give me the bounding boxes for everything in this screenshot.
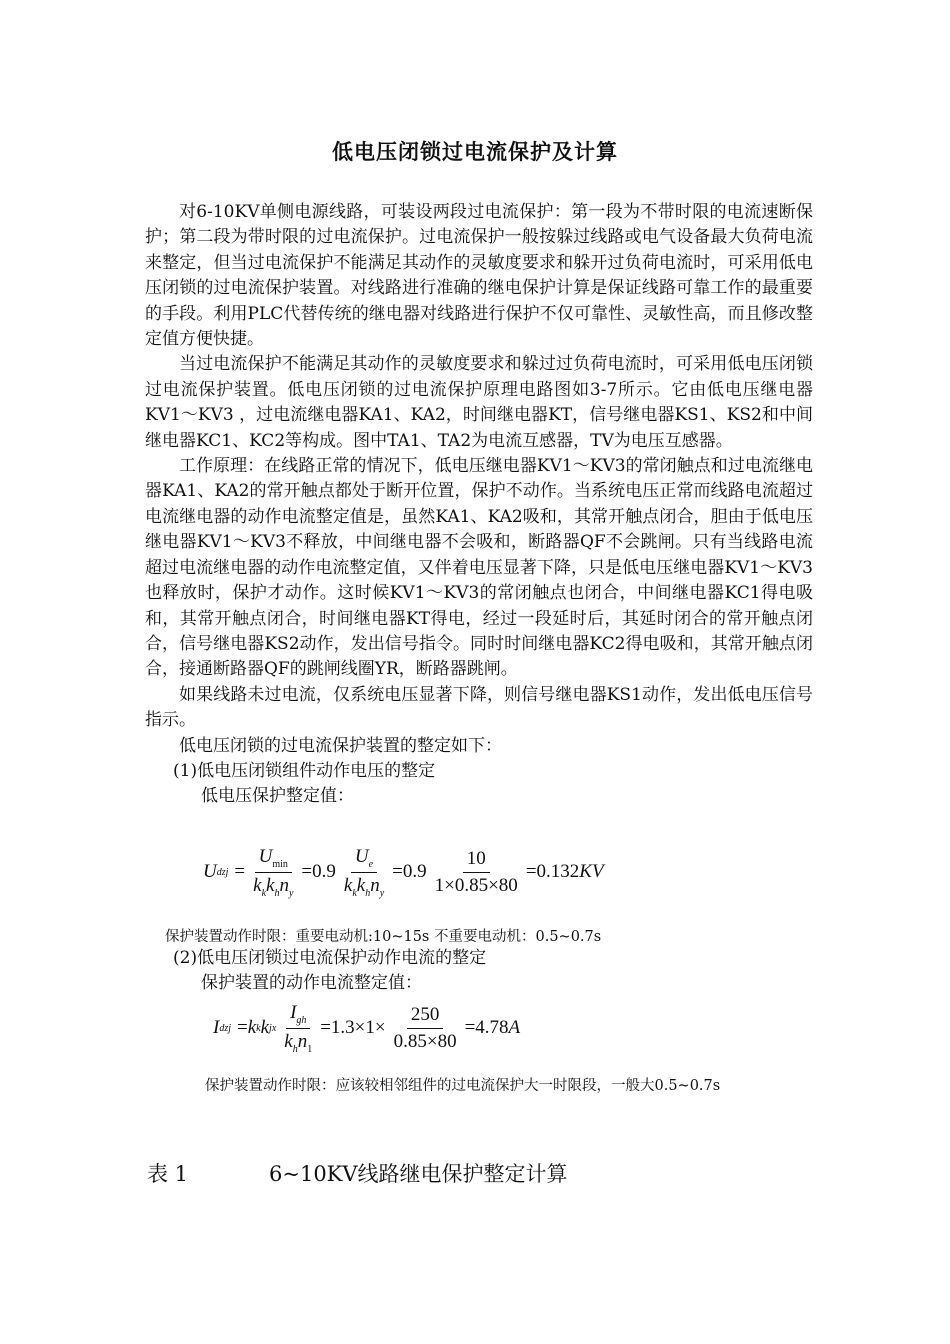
formula1-eq: = (234, 861, 246, 883)
formula1-f3-den: 1×0.85×80 (434, 874, 518, 896)
formula2-k2: k (260, 1017, 270, 1039)
formula2-f1-den-k-sub: h (292, 1043, 298, 1055)
formula2-unit: A (508, 1017, 521, 1039)
formula1-f1-num-sub: min (272, 858, 288, 870)
document-title: 低电压闭锁过电流保护及计算 (332, 139, 618, 164)
section2-heading: (2)低电压闭锁过电流保护动作电流的整定 (173, 948, 487, 968)
table-caption (147, 1158, 568, 1188)
note-time-limit-current: 保护装置动作时限：应该较相邻组件的过电流保护大一时限段，一般大0.5~0.7s (205, 1078, 721, 1094)
formula2-f1-num-sub: gh (296, 1014, 307, 1026)
formula1-f2-den-n: n (370, 874, 380, 896)
formula1-coef1: =0.9 (301, 861, 336, 883)
note-time-limit-voltage: 保护装置动作时限：重要电动机:10~15s 不重要电动机：0.5~0.7s (165, 929, 602, 945)
formula1-fraction1 (249, 846, 297, 899)
paragraph-device: 当过电流保护不能满足其动作的灵敏度要求和躲过过负荷电流时，可采用低电压闭锁过电流保护装置。低电压闭锁的过电流保护原理电路图如3-7所示。它由低电压继电器KV1～KV3 ，过电流继电器KA1、KA2，时间继电器KT，信号继电器KS1、KS2和中间继电器KC1、KC2等构成。图中TA1、TA2为电流互感器，TV为电压互感器。 (145, 354, 813, 451)
formula2-fraction1 (280, 1002, 316, 1055)
paragraph-setting-intro: 低电压闭锁的过电流保护装置的整定如下： (179, 735, 502, 756)
formula1-f1-den-k2: k (266, 874, 275, 896)
formula1-fraction2 (340, 846, 388, 899)
formula1-f1-den-k: k (253, 874, 262, 896)
paragraph-principle: 工作原理：在线路正常的情况下，低电压继电器KV1～KV3的常闭触点和过电流继电器KA1、KA2的常开触点都处于断开位置，保护不动作。当系统电压正常而线路电流超过电流继电器的动作电流整定值是，虽然KA1、KA2吸和，其常开触点闭合，胆由于低电压继电器KV1～KV3不释放，中间继电器不会吸和，断路器QF不会跳闸。只有当线路电流超过电流继电器的动作电流整定值，又伴着电压显著下降，只是低电压继电器KV1～KV3也释放时，保护才动作。这时候KV1～KV3的常闭触点也闭合，中间继电器KC1得电吸和，其常开触点闭合，时间继电器KT得电，经过一段延时后，其延时闭合的常开触点闭合，信号继电器KS2动作，发出信号指令。同时时间继电器KC2得电吸和，其常开触点闭合，接通断路器QF的跳闸线圈YR，断路器跳闸。 (145, 456, 813, 680)
table-caption-label: 表 1 (147, 1162, 189, 1186)
formula1-unit: KV (579, 861, 604, 883)
formula1-f1-den-n: n (279, 874, 289, 896)
formula1-f1-den-k-sub: k (261, 887, 267, 899)
formula1-coef2: =0.9 (392, 861, 427, 883)
formula-voltage-setting (203, 846, 604, 899)
formula2-k1-sub: k (256, 1022, 261, 1034)
formula2-result: =4.78 (464, 1017, 509, 1039)
formula1-f1-den-k2-sub: h (274, 887, 280, 899)
section1-label: 低电压保护整定值： (201, 786, 354, 807)
table-caption-text: 6~10KV线路继电保护整定计算 (269, 1162, 568, 1186)
formula2-eq: = (237, 1017, 248, 1039)
formula2-f2-den: 0.85×80 (393, 1030, 457, 1052)
formula1-fraction3 (431, 848, 522, 897)
formula2-f2-num: 250 (407, 1004, 444, 1029)
formula1-f2-den-k2: k (356, 874, 366, 896)
formula2-k2-sub: jx (269, 1022, 277, 1034)
formula2-lhs-sub: dzj (219, 1022, 231, 1034)
formula2-lhs: I (213, 1017, 220, 1039)
formula1-f3-num: 10 (463, 848, 490, 873)
formula2-k1: k (247, 1017, 257, 1039)
formula2-f1-den-n-sub: 1 (307, 1043, 313, 1055)
formula1-f2-num-sub: e (368, 858, 374, 870)
formula1-f2-den-k-sub: k (352, 887, 357, 899)
formula2-f1-num: I (290, 1002, 297, 1023)
section1-heading: (1)低电压闭锁组件动作电压的整定 (173, 760, 436, 781)
formula1-lhs: U (203, 861, 217, 883)
formula2-f1-den-k: k (284, 1030, 293, 1052)
formula2-coef: =1.3×1× (320, 1017, 386, 1039)
formula1-f2-den-k: k (343, 874, 353, 896)
formula1-f2-num: U (354, 846, 369, 867)
formula1-f2-den-k2-sub: h (365, 887, 371, 899)
formula2-f1-den-n: n (297, 1030, 308, 1052)
formula-current-setting (213, 1002, 520, 1055)
paragraph-intro: 对6-10KV单侧电源线路，可装设两段过电流保护：第一段为不带时限的电流速断保护；第二段为带时限的过电流保护。过电流保护一般按躲过线路或电气设备最大负荷电流来整定，但当过电流保护不能满足其动作的灵敏度要求和躲开过负荷电流时，可采用低电压闭锁的过电流保护装置。对线路进行准确的继电保护计算是保证线路可靠工作的最重要的手段。利用PLC代替传统的继电器对线路进行保护不仅可靠性、灵敏性高，而且修改整定值方便快捷。 (145, 202, 813, 350)
section2-label: 保护装置的动作电流整定值： (201, 973, 422, 994)
formula1-f2-den-n-sub: y (379, 887, 385, 899)
paragraph-undervoltage: 如果线路未过电流，仅系统电压显著下降，则信号继电器KS1动作，发出低电压信号指示。 (145, 684, 813, 731)
formula2-fraction2 (390, 1004, 461, 1053)
formula1-result: =0.132 (525, 861, 580, 883)
document-body (145, 200, 813, 810)
document-body-section2 (145, 946, 813, 997)
formula1-lhs-sub: dzj (216, 866, 229, 878)
formula1-f1-den-n-sub: y (288, 887, 294, 899)
formula1-f1-num: U (258, 846, 273, 867)
